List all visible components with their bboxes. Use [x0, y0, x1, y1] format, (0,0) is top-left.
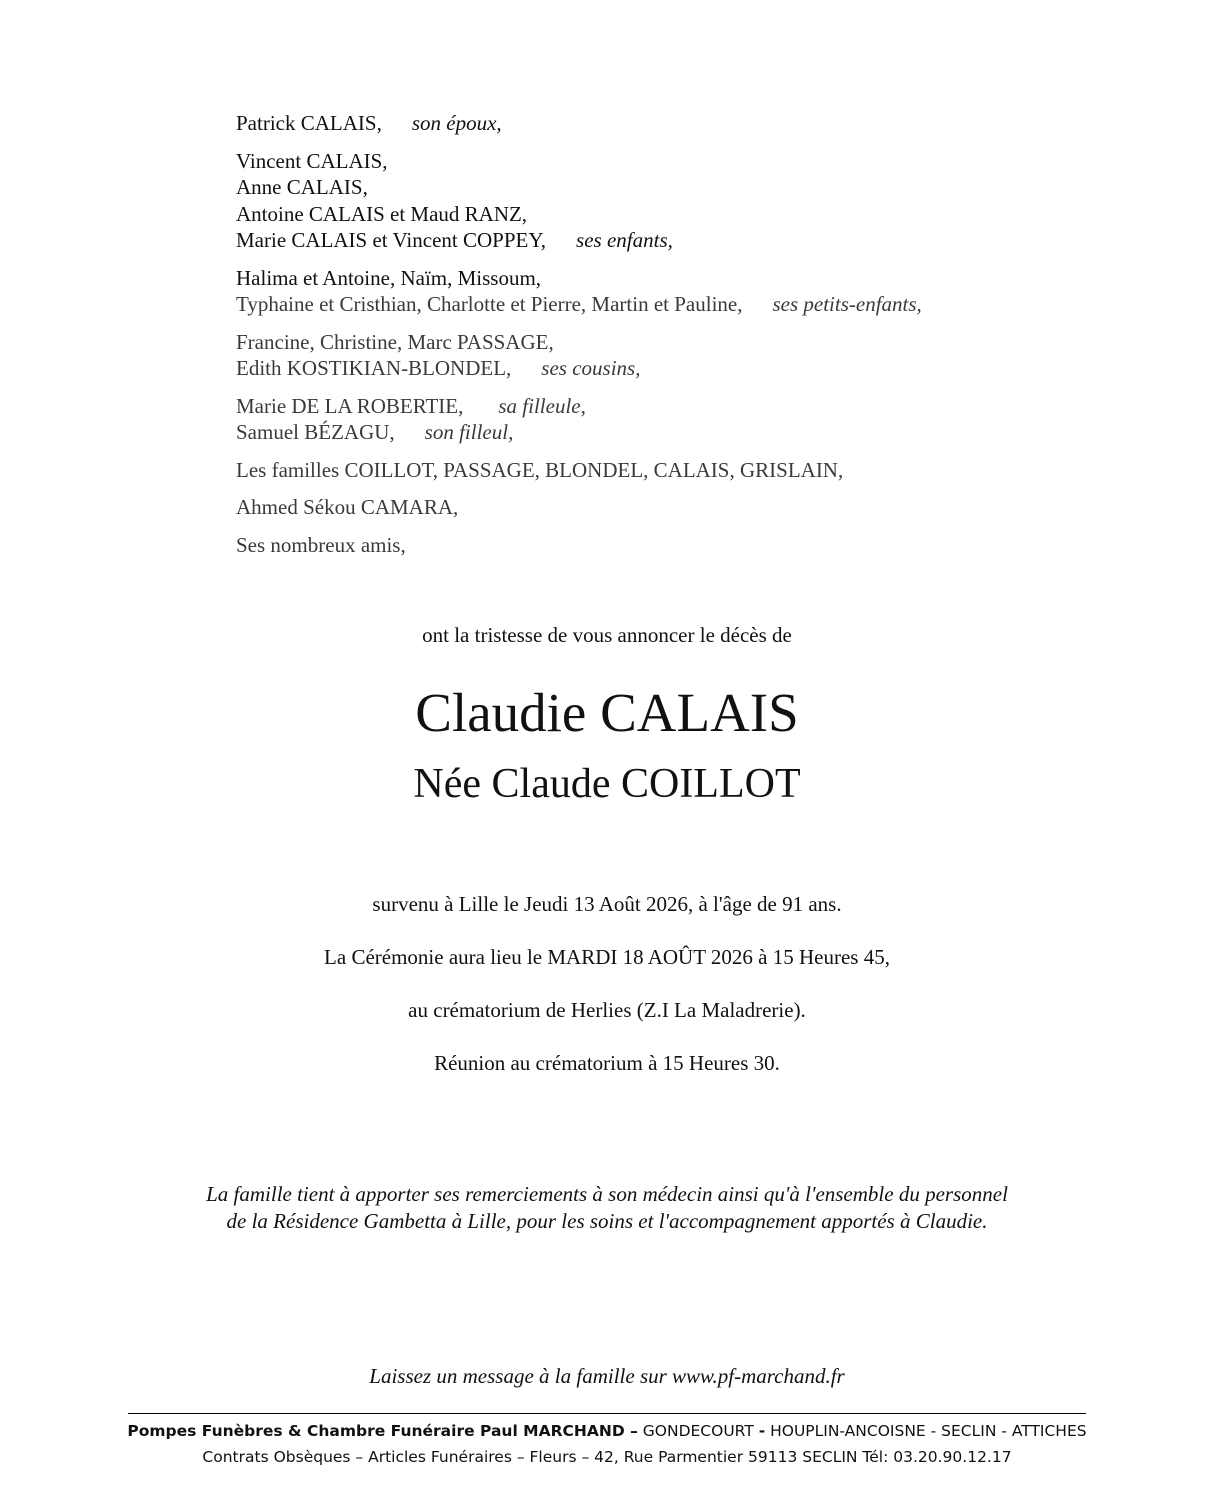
- friend-line: Ahmed Sékou CAMARA,: [236, 495, 459, 519]
- deceased-name: Claudie CALAIS: [415, 682, 799, 743]
- meeting-details: Réunion au crématorium à 15 Heures 30.: [434, 1051, 780, 1075]
- friends-group: [236, 532, 1136, 559]
- child-line: Anne CALAIS,: [236, 175, 368, 199]
- friends-line: Ses nombreux amis,: [236, 532, 406, 557]
- families-group: [236, 457, 1136, 484]
- grandchild-names: Typhaine et Cristhian, Charlotte et Pierre, Martin et Pauline,: [236, 292, 743, 316]
- company-name: Pompes Funèbres & Chambre Funéraire Paul MARCHAND –: [127, 1422, 638, 1440]
- spouse-role: son époux,: [411, 111, 502, 135]
- footer-divider: [128, 1413, 1086, 1414]
- ceremony-details: La Cérémonie aura lieu le MARDI 18 AOÛT 2026 à 15 Heures 45,: [324, 945, 890, 969]
- goddaughter-name: Marie DE LA ROBERTIE,: [236, 393, 464, 418]
- thanks-line: La famille tient à apporter ses remerciements à son médecin ainsi qu'à l'ensemble du personnel: [206, 1182, 1008, 1206]
- cousin-line-last: [236, 355, 1136, 382]
- grandchildren-group: [236, 265, 1136, 318]
- cousins-role: ses cousins,: [541, 356, 641, 380]
- cousins-group: [236, 329, 1136, 382]
- spouse-line: [236, 110, 1136, 137]
- children-role: ses enfants,: [576, 228, 673, 252]
- cousin-line: Francine, Christine, Marc PASSAGE,: [236, 329, 554, 354]
- friend-group: [236, 494, 1136, 521]
- announcement: ont la tristesse de vous annoncer le décès de: [422, 623, 792, 647]
- ceremony-location: au crématorium de Herlies (Z.I La Maladrerie).: [408, 998, 806, 1022]
- children-group: [236, 148, 1136, 254]
- goddaughter-role: sa filleule,: [498, 393, 586, 418]
- town-gondecourt: GONDECOURT: [637, 1422, 759, 1440]
- thanks-paragraph: [0, 1181, 1214, 1235]
- godchildren-group: [236, 393, 1136, 446]
- godson-line: [236, 419, 1136, 446]
- town-separator: -: [758, 1422, 766, 1440]
- child-name: Marie CALAIS et Vincent COPPEY,: [236, 228, 547, 252]
- thanks-line: de la Résidence Gambetta à Lille, pour les soins et l'accompagnement apportés à Claudie.: [226, 1209, 988, 1233]
- child-line: Vincent CALAIS,: [236, 148, 388, 173]
- grandchild-line: Halima et Antoine, Naïm, Missoum,: [236, 265, 542, 290]
- footer-company-line: [0, 1422, 1214, 1440]
- godson-role: son filleul,: [424, 420, 514, 444]
- family-list: [236, 110, 1136, 569]
- goddaughter-line: [236, 393, 1136, 420]
- cousin-name: Edith KOSTIKIAN-BLONDEL,: [236, 356, 512, 380]
- footer-services-line: Contrats Obsèques – Articles Funéraires – Fleurs – 42, Rue Parmentier 59113 SECLIN Tél: 03.20.90.12.17: [202, 1448, 1012, 1466]
- grandchild-line-last: [236, 291, 1136, 318]
- grandchildren-role: ses petits-enfants,: [772, 292, 922, 316]
- child-line: Antoine CALAIS et Maud RANZ,: [236, 201, 528, 226]
- deceased-birth-name: Née Claude COILLOT: [413, 761, 801, 807]
- godson-name: Samuel BÉZAGU,: [236, 420, 395, 444]
- spouse-name: Patrick CALAIS,: [236, 111, 382, 135]
- town-list: HOUPLIN-ANCOISNE - SECLIN - ATTICHES: [765, 1422, 1087, 1440]
- message-invitation: Laissez un message à la famille sur www.pf-marchand.fr: [369, 1364, 845, 1388]
- child-line-last: [236, 227, 1136, 254]
- spouse-group: [236, 110, 1136, 137]
- families-line: Les familles COILLOT, PASSAGE, BLONDEL, CALAIS, GRISLAIN,: [236, 457, 844, 482]
- death-details: survenu à Lille le Jeudi 13 Août 2026, à l'âge de 91 ans.: [372, 892, 842, 916]
